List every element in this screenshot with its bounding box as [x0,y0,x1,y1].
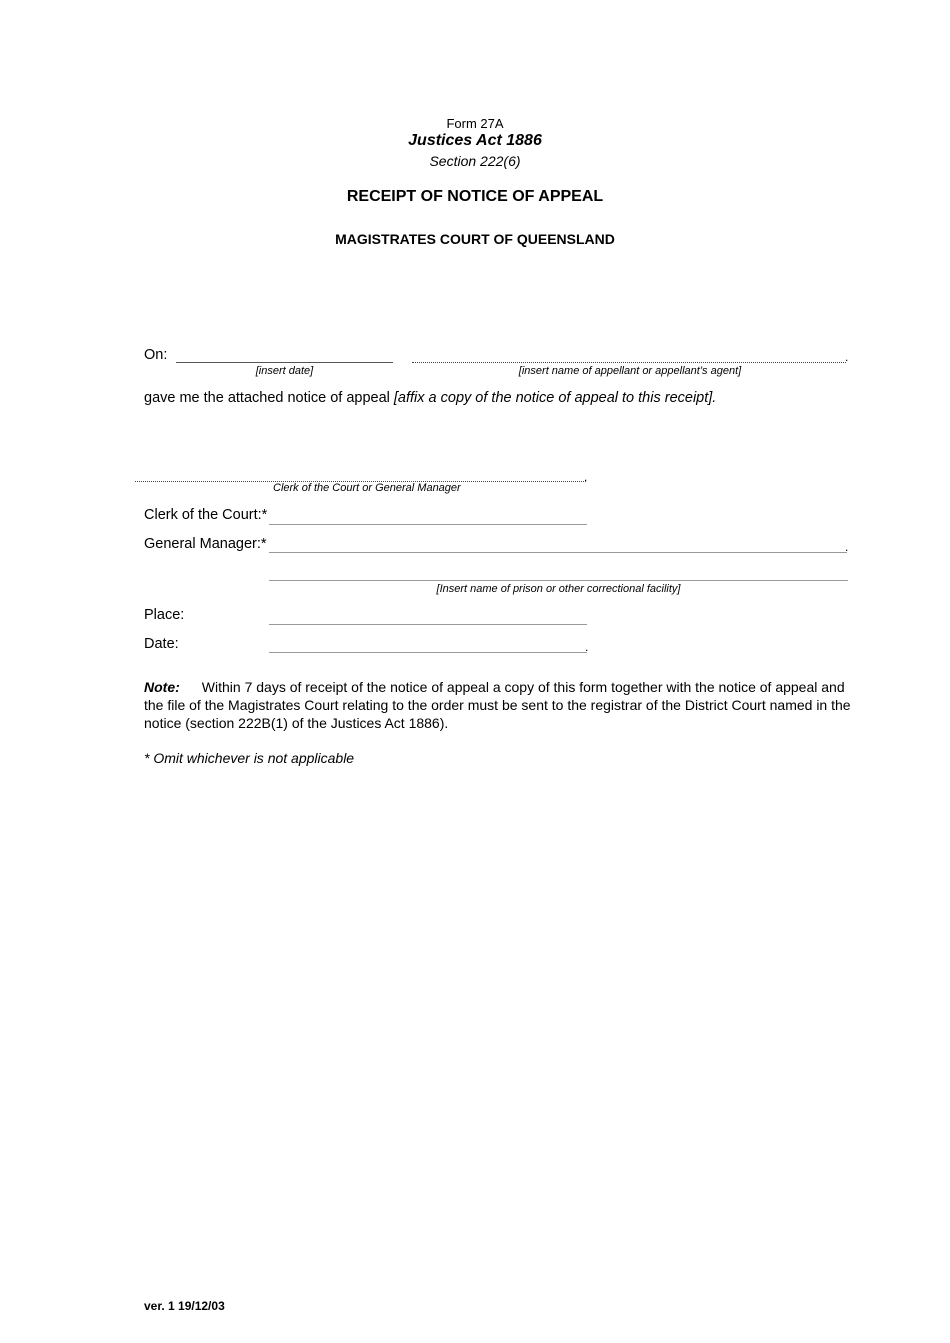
date-field-line[interactable] [269,652,587,653]
date-caption: [insert date] [255,365,314,377]
clerk-label: Clerk of the Court:* [144,507,268,523]
signature-period: . [584,470,588,484]
clerk-line[interactable] [269,524,587,525]
date-line[interactable] [176,362,393,363]
note-text: Within 7 days of receipt of the notice of appeal a copy of this form together with the notice of appeal and the file of the Magistrates Court relating to the order must be sent to the registrar of the District Court named in the notice (section 222B(1) of the Justices Act 1886). [144,679,851,731]
prison-line[interactable] [269,580,848,581]
note-label: Note: [144,679,180,695]
court-name: MAGISTRATES COURT OF QUEENSLAND [335,231,615,247]
statement [144,390,716,406]
note-paragraph [144,678,852,732]
omit-note: * Omit whichever is not applicable [144,750,355,766]
document-title: RECEIPT OF NOTICE OF APPEAL [346,188,604,205]
appellant-name-caption: [insert name of appellant or appellant’s agent] [518,365,742,377]
date-period: . [585,640,589,654]
manager-line[interactable] [269,552,847,553]
manager-period: . [845,540,849,554]
prison-caption: [Insert name of prison or other correctional facility] [436,583,681,595]
date-label: Date: [144,636,179,652]
manager-label: General Manager:* [144,536,267,552]
version-footer: ver. 1 19/12/03 [144,1299,225,1313]
on-row-period: . [845,350,849,364]
statement-instruction: [affix a copy of the notice of appeal to this receipt]. [393,390,717,406]
act-title: Justices Act 1886 [408,132,542,149]
place-label: Place: [144,607,185,623]
on-label: On: [144,347,168,363]
form-number: Form 27A [446,116,504,131]
section-reference: Section 222(6) [429,153,521,169]
place-line[interactable] [269,624,587,625]
appellant-name-line[interactable] [412,362,846,363]
signature-caption: Clerk of the Court or General Manager [273,482,461,494]
statement-text: gave me the attached notice of appeal [144,390,394,406]
